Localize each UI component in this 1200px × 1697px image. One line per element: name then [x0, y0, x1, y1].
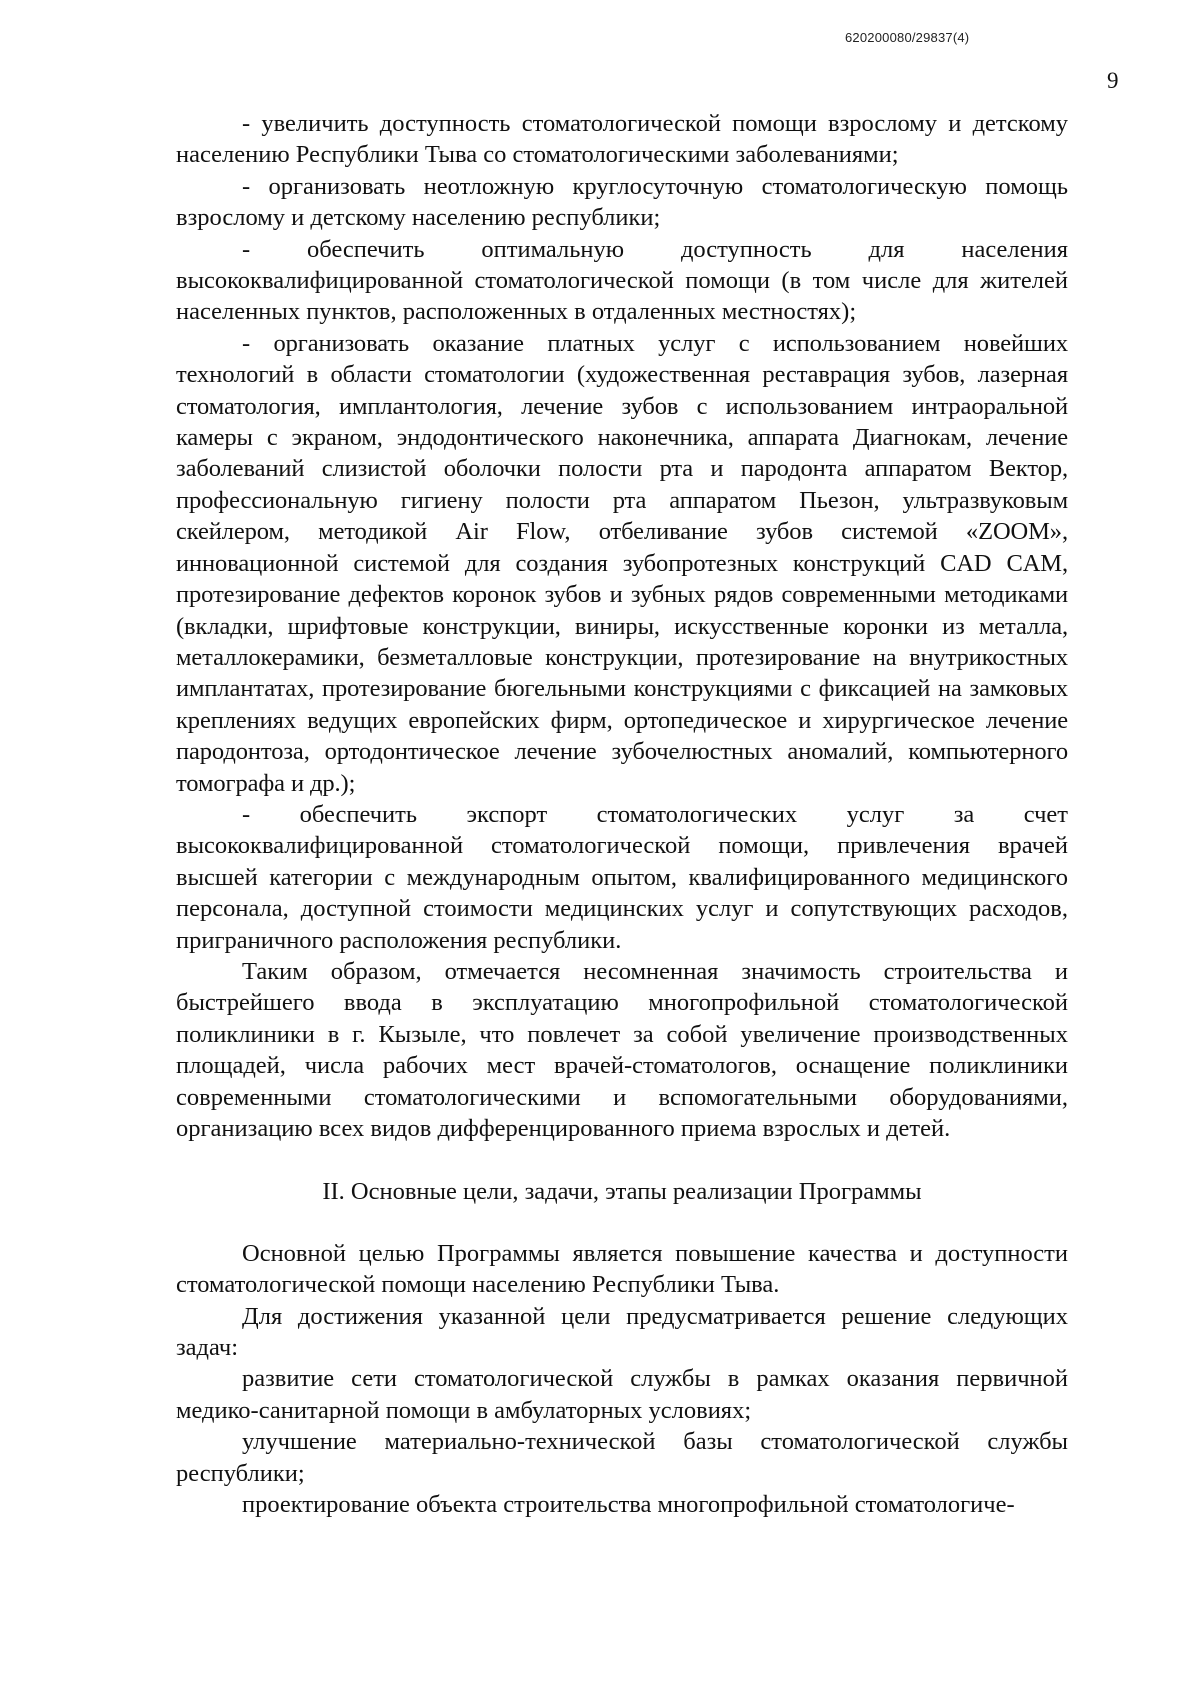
- paragraph: - обеспечить экспорт стоматологических услуг за счет высококвалифицированной стоматологической помощи, привлечения врачей высшей категории с международным опытом, квалифицированного медицинского персонала, доступной стоимости медицинских услуг и сопутствующих расходов, приграничного расположения республики.: [176, 800, 1068, 954]
- section-heading: II. Основные цели, задачи, этапы реализации Программы: [322, 1178, 922, 1206]
- paragraph: - организовать неотложную круглосуточную стоматологическую помощь взрослому и детскому населению республики;: [176, 172, 1068, 232]
- paragraph: улучшение материально-технической базы стоматологической службы республики;: [176, 1428, 1068, 1487]
- paragraph: Для достижения указанной цели предусматривается решение следующих задач:: [176, 1302, 1068, 1362]
- paragraph: проектирование объекта строительства многопрофильной стоматологиче-: [242, 1491, 1015, 1519]
- paragraph: Основной целью Программы является повышение качества и доступности стоматологической помощи населению Республики Тыва.: [176, 1239, 1068, 1299]
- page-number: 9: [1107, 68, 1119, 93]
- paragraph: - увеличить доступность стоматологической помощи взрослому и детскому населению Республики Тыва со стоматологическими заболеваниями;: [176, 110, 1068, 169]
- paragraph: развитие сети стоматологической службы в рамках оказания первичной медико-санитарной помощи в амбулаторных условиях;: [176, 1365, 1068, 1424]
- document-body: [176, 108, 1068, 1520]
- paragraph: - обеспечить оптимальную доступность для населения высококвалифицированной стоматологической помощи (в том числе для жителей населенных пунктов, расположенных в отдаленных местностях);: [176, 235, 1068, 326]
- document-code: 620200080/29837(4): [845, 30, 970, 45]
- paragraph: - организовать оказание платных услуг с использованием новейших технологий в области стоматологии (художественная реставрация зубов, лазерная стоматология, имплантология, лечение зубов с использованием интраоральной камеры с экраном, эндодонтического наконечника, аппарата Диагнокам, лечение заболеваний слизистой оболочки полости рта и пародонта аппаратом Вектор, профессиональную гигиену полости рта аппаратом Пьезон, ультразвуковым скейлером, методикой Air Flow, отбеливание зубов системой «ZOOM», инновационной системой для создания зубопротезных конструкций CAD CAM, протезирование дефектов коронок зубов и зубных рядов современными методиками (вкладки, шрифтовые конструкции, виниры, искусственные коронки из металла, металлокерамики, безметалловые конструкции, протезирование на внутрикостных имплантатах, протезирование бюгельными конструкциями с фиксацией на замковых креплениях ведущих европейских фирм, ортопедическое и хирургическое лечение пародонтоза, ортодонтическое лечение зубочелюстных аномалий, компьютерного томографа и др.);: [176, 329, 1068, 797]
- paragraph: Таким образом, отмечается несомненная значимость строительства и быстрейшего ввода в эксплуатацию многопрофильной стоматологической поликлиники в г. Кызыле, что повлечет за собой увеличение производственных площадей, числа рабочих мест врачей-стоматологов, оснащение поликлиники современными стоматологическими и вспомогательными оборудованиями, организацию всех видов дифференцированного приема взрослых и детей.: [176, 957, 1068, 1142]
